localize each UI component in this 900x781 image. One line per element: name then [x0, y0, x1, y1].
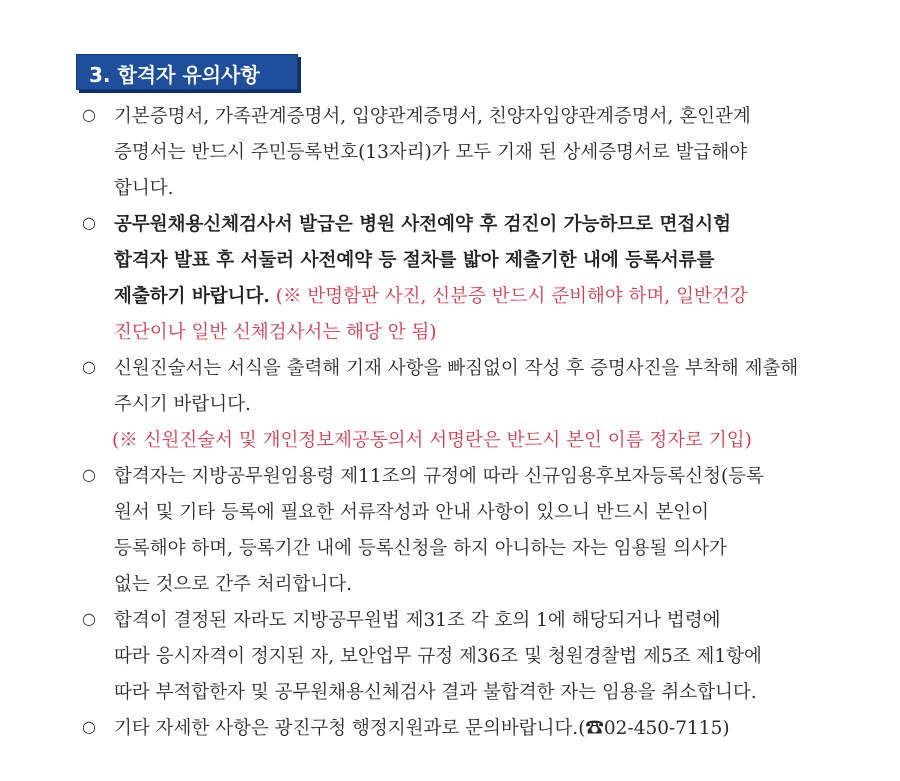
item-line: 없는 것으로 간주 처리합니다. — [114, 574, 352, 595]
item-line: 등록해야 하며, 등록기간 내에 등록신청을 하지 아니하는 자는 임용될 의사가 — [114, 538, 727, 559]
item-line: 합격이 결정된 자라도 지방공무원법 제31조 각 호의 1에 해당되거나 법령에 — [114, 610, 721, 631]
bullet-circle-icon: ○ — [82, 609, 96, 628]
item-line: 기본증명서, 가족관계증명서, 입양관계증명서, 친양자입양관계증명서, 혼인관계 — [114, 106, 751, 127]
item-line: 따라 응시자격이 정지된 자, 보안업무 규정 제36조 및 청원경찰법 제5조 제1항에 — [114, 646, 762, 667]
bullet-circle-icon: ○ — [82, 213, 96, 232]
item-line: 주시기 바랍니다. — [114, 394, 251, 415]
item-line: 원서 및 기타 등록에 필요한 서류작성과 안내 사항이 있으니 반드시 본인이 — [114, 502, 709, 523]
item-note: (※ 반명함판 사진, 신분증 반드시 준비해야 하며, 일반건강 — [275, 286, 748, 307]
item-note: (※ 신원진술서 및 개인정보제공동의서 서명란은 반드시 본인 이름 정자로 기입) — [112, 430, 752, 451]
section-header — [76, 54, 298, 90]
item-line: 공무원채용신체검사서 발급은 병원 사전예약 후 검진이 가능하므로 면접시험 — [114, 214, 731, 235]
section-title: 3. 합격자 유의사항 — [89, 63, 260, 87]
item-line: 따라 부적합한자 및 공무원채용신체검사 결과 불합격한 자는 임용을 취소합니다. — [114, 682, 757, 703]
item-bold-text: 제출하기 바랍니다. — [114, 286, 270, 307]
bullet-circle-icon: ○ — [82, 105, 96, 124]
item-line: 합니다. — [114, 178, 174, 199]
bullet-circle-icon: ○ — [82, 465, 96, 484]
bullet-circle-icon: ○ — [82, 717, 96, 736]
item-line — [114, 284, 748, 310]
item-line: 합격자는 지방공무원임용령 제11조의 규정에 따라 신규임용후보자등록신청(등록 — [114, 466, 764, 487]
item-line: 증명서는 반드시 주민등록번호(13자리)가 모두 기재 된 상세증명서로 발급해야 — [114, 142, 748, 163]
item-line: 신원진술서는 서식을 출력해 기재 사항을 빠짐없이 작성 후 증명사진을 부착해 제출해 — [114, 358, 799, 379]
item-note: 진단이나 일반 신체검사서는 해당 안 됨) — [114, 322, 437, 343]
bullet-circle-icon: ○ — [82, 357, 96, 376]
item-line: 합격자 발표 후 서둘러 사전예약 등 절차를 밟아 제출기한 내에 등록서류를 — [114, 250, 715, 271]
item-line: 기타 자세한 사항은 광진구청 행정지원과로 문의바랍니다.(☎02-450-7115) — [114, 718, 730, 739]
